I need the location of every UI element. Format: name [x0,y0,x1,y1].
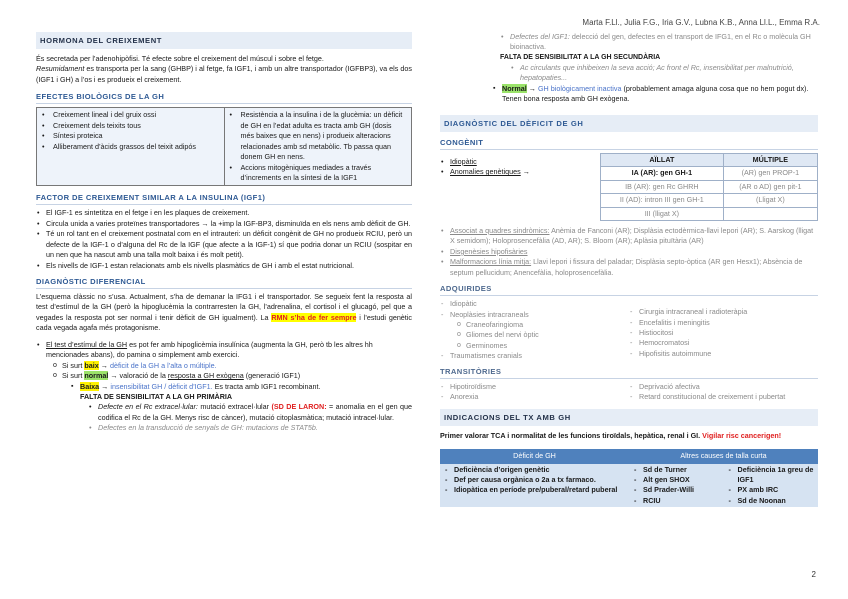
ind-heading: INDICACIONS DEL TX AMB GH [440,409,818,426]
table-cell: (Lligat X) [723,194,817,207]
stim-test-text: es pot fer amb hipoglicèmia insulínica (augmenta la GH, però tb les altres hh mencionades abans), do pamina o simplement amb exercici. [46,339,373,360]
normal-mid: → valoració de la [108,371,168,381]
hormone-p2: es transporta per la sang (GHBP) i al fetge, fa IGF1, i amb un altre transportador (IGFBP3), va els dos (IGF1 i GH) a l’os i es produeix el creixement. [36,64,412,84]
ind-table [440,449,818,507]
ind-col1 [440,464,629,508]
diff-text-end: i l’estudi genètic cada vegada agafa més protagonisme. [36,312,412,333]
congenit-heading: CONGÈNIT [440,137,818,150]
transit-heading: TRANSITÒRIES [440,366,818,379]
stim-test-item [36,340,412,361]
normal-word: normal [84,371,109,381]
ind-warning: Vigilar risc cancerigen! [702,430,782,440]
ind-col2 [629,464,724,508]
list-item: - Cirurgia intracraneal i radioteràpia [629,307,818,317]
effect-item: • Creixement dels teixits tous [41,121,220,131]
exogenous-results [70,382,412,392]
list-item: - Idiopàtica en període pre/puberal/retard puberal [444,485,625,495]
list-item: - Idiopàtic [440,299,629,309]
list-item: - Histiocitosi [629,328,818,338]
table-cell: (AR) gen PROP-1 [723,167,817,180]
list-item: - Hemocromatosi [629,338,818,348]
midline-text: Llavi lepori i fissura del paladar; Displàsia septo-òptica (AR gen Hesx1); Absència de septum pellucidum; Anencefàlia, holoprosencefàlia. [450,257,803,277]
table-cell: IB (AR): gen Rc GHRH [601,180,724,193]
rc-ext-item [88,402,412,423]
genetic-table [600,153,818,221]
dysgenesis-item [440,247,818,257]
list-item: - Encefalitis i meningitis [629,318,818,328]
authors-line: Marta F.Ll., Julia F.G., Iria G.V., Lubna K.B., Anna Ll.L., Emma R.A. [582,18,820,27]
list-item: o Germinomes [456,341,629,351]
igf-defects-text: delecció del gen, defectes en el transport de IFG1, en el Rc o molècula GH bioinactiva. [510,32,811,52]
congenit-block [440,153,818,221]
congenit-list [440,153,600,221]
effect-item: • Síntesi proteica [41,131,220,141]
table-cell: IA (AR): gen GH-1 [601,167,724,180]
low-word: baix [84,360,99,370]
stim-results [52,361,412,382]
normal-end: (generació IGF1) [243,371,301,381]
list-item: - Deficiència d’origen genètic [444,465,625,475]
normal-prefix: Si surt [62,371,85,381]
list-item: - Hipotiroïdisme [440,382,629,392]
list-item: - Retard constitucional de creixement i pubertat [629,392,818,402]
ind-paragraph [440,431,818,441]
result-low2 [70,382,412,392]
syndromic-item [440,226,818,247]
rc-ext-b: = anomalia en el gen que codifica el Rc de la GH. Menys risc de càncer), mutació citoplasmàtica; mutació intracel·lular. [98,402,412,422]
left-column [36,32,412,434]
list-item: - Anorexia [440,392,629,402]
adquirides-heading: ADQUIRIDES [440,283,818,296]
effects-table [36,107,412,186]
diff-text: L’esquema clàssic no s’usa. Actualment, s’ha de demanar la IFG1 i el transportador. Se segueix fent la resposta al test d’estímul de la GH (però la hipoglucèmia la contrarresten la GH, l’adrenalina, el cortisol i el glucagó, pel que a vegades la resposta pot ser normal i tenir dèficit de GH igualment). La [36,292,412,322]
congenit-more-list [440,226,818,278]
transit-left [440,382,629,403]
low2-end: Es tracta amb IGF1 recombinant. [212,381,321,391]
genetic-arrow: → [520,167,530,177]
dx-heading: DIAGNÒSTIC DEL DÈFICIT DE GH [440,115,818,132]
list-item: - Sd de Turner [633,465,720,475]
genetic-label: Anomalies genètiques [450,167,521,177]
syndromic-text: Anèmia de Fanconi (AR); Displàsia ectodèrmica-llavi lepori (AR); S. Aarskog (lligat X semidom); Holoprosencefàlia (AD, AR); S. Bloom (AR); Aplàsia pituïtària (AR) [450,225,814,246]
secondary-item: • Ac circulants que inhibeixen la seva acció; Ac front el Rc, insensibilitat per malnutrició, hepatopaties... [510,63,818,84]
igf-item: • Circula unida a varies proteïnes transportadores → la +imp la IGF-BP3, disminuïda en els nens amb dèficit de GH. [36,219,412,229]
list-item: - Sd de Noonan [728,496,815,506]
genetic-item [440,167,600,177]
adquirides-block [440,299,818,362]
table-cell: II (AD): intron III gen GH-1 [601,194,724,207]
list-item: - Traumatismes cranials [440,351,629,361]
table-cell: (AR o AD) gen pit-1 [723,180,817,193]
hormone-p2-italic: Resumidament [36,64,85,74]
adquirides-left [440,299,629,362]
col-header: AÏLLAT [601,153,724,166]
low-prefix: Si surt [62,360,85,370]
normal2-word: Normal [502,83,527,93]
secondary-list [510,63,818,84]
igf-list [36,208,412,271]
igf-defects-list [500,32,818,53]
low2-arrow: → [99,381,111,391]
normal2-list [492,84,818,105]
midline-label: Malformacions línia mitja: [450,257,532,267]
stim-test-label: El test d’estímul de la GH [46,339,128,349]
primary-list [88,402,412,433]
normal2-arrow: → [526,83,538,93]
list-item: - PX amb IRC [728,485,815,495]
normal2-text: GH biològicament inactiva [537,83,622,93]
list-item: - Hipofisitis autoimmune [629,349,818,359]
normal-underlined: resposta a GH exògena [167,371,244,381]
page-number: 2 [811,570,816,580]
laron-label: (SD DE LARON: [271,402,327,412]
diff-list [36,340,412,361]
col-header: MÚLTIPLE [723,153,817,166]
igf-defects-label: Defectes del IGF1: [510,32,570,41]
transduction-item: • Defectes en la transducció de senyals de GH: mutacions de STAT5b. [88,423,412,433]
list-item: - Neoplàsies intracraneals [440,310,629,320]
hormone-intro [36,54,412,85]
dysgenesis-label: Disgenèsies hipofisàries [450,246,528,256]
igf-heading: FACTOR DE CREIXEMENT SIMILAR A LA INSULINA (IGF1) [36,192,412,205]
list-item: - Sd Prader-Willi [633,485,720,495]
igf-item: • Té un rol tant en el creixement postnatal com en el intrauteri: un dèficit congènit de GH no produeix RCIU, però un defecte de la IGF-1 o d’alguna del Rc de la IGF (que afecte a la IGF-1) sí que podria donar un RCIU (sospitar en un nen que ha nascut amb una talla molt baixa i és molt petit). [36,229,412,260]
ind-text: Primer valorar TCA i normalitat de les funcions tiroïdals, hepàtica, renal i GI. [440,430,703,440]
low2-text: insensibilitat GH / dèficit d’IGF1. [110,381,213,391]
hormone-p1: És secretada per l’adenohipòfisi. Té efecte sobre el creixement del múscul i sobre el fetge. [36,54,324,63]
result-normal [52,371,412,381]
transit-block [440,382,818,403]
diff-heading: DIAGNÒSTIC DIFERENCIAL [36,276,412,289]
effect-item: • Accions mitogèniques mediades a través d’increments en la síntesi de la IGF1 [229,163,408,184]
low2-word: Baixa [80,381,100,391]
igf-item: • El IGF-1 es sintetitza en el fetge i en les plaques de creixement. [36,208,412,218]
effects-heading: EFECTES BIOLÒGICS DE LA GH [36,91,412,104]
result-low [52,361,412,371]
list-item: - RCIU [633,496,720,506]
diff-paragraph [36,292,412,334]
igf-defects-item [500,32,818,53]
list-item: o Gliomes del nervi òptic [456,330,629,340]
syndromic-label: Associat a quadres sindròmics: [450,225,550,235]
effect-item: • Creixement lineal i del gruix ossi [41,110,220,120]
effects-right-cell [224,108,412,186]
midline-item [440,257,818,278]
rc-ext-a: mutació extracel·lular [197,402,272,412]
low-text: dèficit de la GH a l’alta o múltiple. [109,360,217,370]
low-arrow: → [98,360,110,370]
table-cell [723,207,817,220]
idiopatic-item [440,157,600,167]
effect-item: • Resistència a la insulina i de la glucèmia: un dèficit de GH en l’edat adulta es tracta amb GH (dosis més baixes que en nens) i produeix alteracions relacionades amb sd metabòlic. Tb passa quan donem GH en nens. [229,110,408,162]
rmn-highlight: RMN s’ha de fer sempre [271,312,357,322]
transit-right [629,382,818,403]
effects-left-cell [37,108,225,186]
normal2-end: (probablement amaga alguna cosa que no hem pogut dx). Tenen bona resposta amb GH exògena. [502,83,809,104]
adquirides-right [629,299,818,362]
primary-heading: FALTA DE SENSIBILITAT A LA GH PRIMÀRIA [80,391,233,401]
right-column [440,32,818,507]
effect-item: • Alliberament d’àcids grassos del teixit adipós [41,142,220,152]
list-item: - Deprivació afectiva [629,382,818,392]
list-item: - Deficiència 1a greu de IGF1 [728,465,815,486]
col-header: Dèficit de GH [440,449,629,463]
rc-ext-label: Defecte en el Rc extracel·lular: [98,402,198,412]
ind-col3 [724,464,819,508]
igf-item: • Els nivells de IGF-1 estan relacionats amb els nivells plasmàtics de GH i amb el estat nutricional. [36,261,412,271]
col-header: Altres causes de talla curta [629,449,818,463]
list-item: - Def per causa orgànica o 2a a tx farmaco. [444,475,625,485]
table-cell: III (lligat X) [601,207,724,220]
result-normal2 [492,84,818,105]
idiopatic-label: Idiopàtic [450,156,477,166]
hormone-heading: HORMONA DEL CREIXEMENT [36,32,412,49]
list-item: o Craneofaringioma [456,320,629,330]
secondary-heading: FALTA DE SENSIBILITAT A LA GH SECUNDÀRIA [500,53,661,61]
list-item: - Alt gen SHOX [633,475,720,485]
